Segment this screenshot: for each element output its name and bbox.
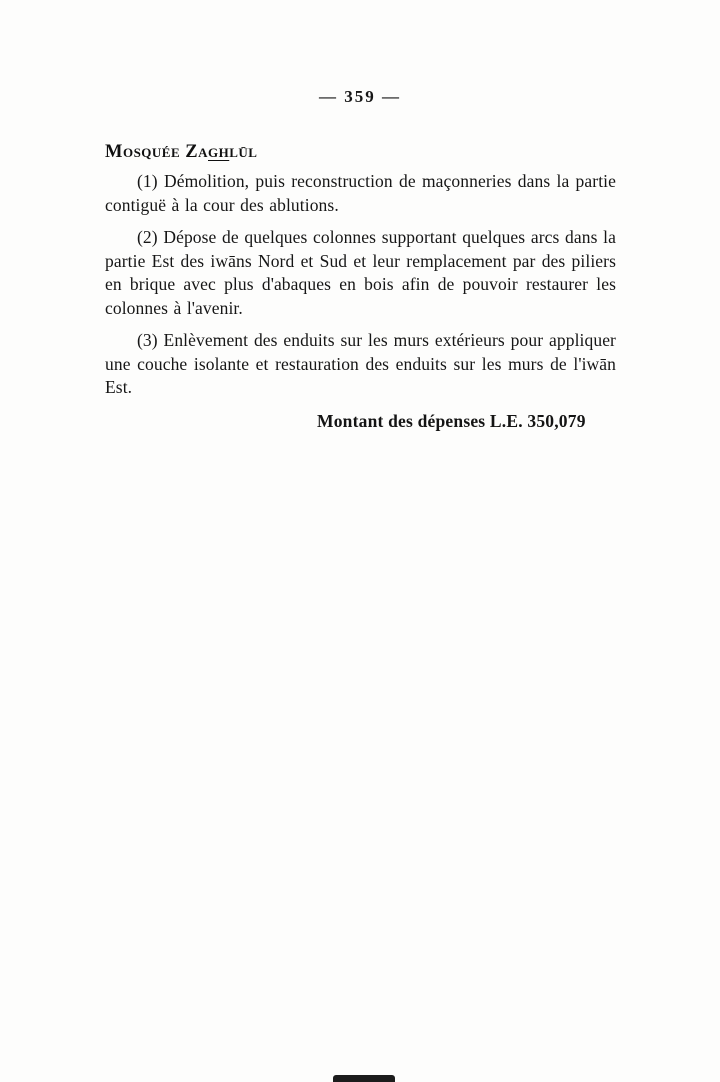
paragraph-3: (3) Enlèvement des enduits sur les murs extérieurs pour appliquer une couche isolante et restauration des enduits sur les murs de l'iwān Est. [105, 330, 616, 397]
heading-tail: lūl [229, 142, 258, 162]
paragraph-2: (2) Dépose de quelques colonnes supportant quelques arcs dans la partie Est des iwāns Nord et Sud et leur remplacement par des piliers en brique avec plus d'abaques en bois afin de pouvoir restaurer les colonnes à l'avenir. [105, 227, 616, 318]
scan-edge-artifact [333, 1075, 395, 1082]
expense-total-line: Montant des dépenses L.E. 350,079 [317, 410, 586, 431]
paragraph-1: (1) Démolition, puis reconstruction de maçonneries dans la partie contiguë à la cour des ablutions. [105, 171, 616, 215]
section-heading [105, 142, 616, 163]
text-block [105, 142, 616, 433]
heading-lead: Mosquée Za [105, 142, 208, 162]
page-number: — 359 — [319, 87, 401, 106]
heading-underlined-digraph: gh [208, 142, 230, 162]
